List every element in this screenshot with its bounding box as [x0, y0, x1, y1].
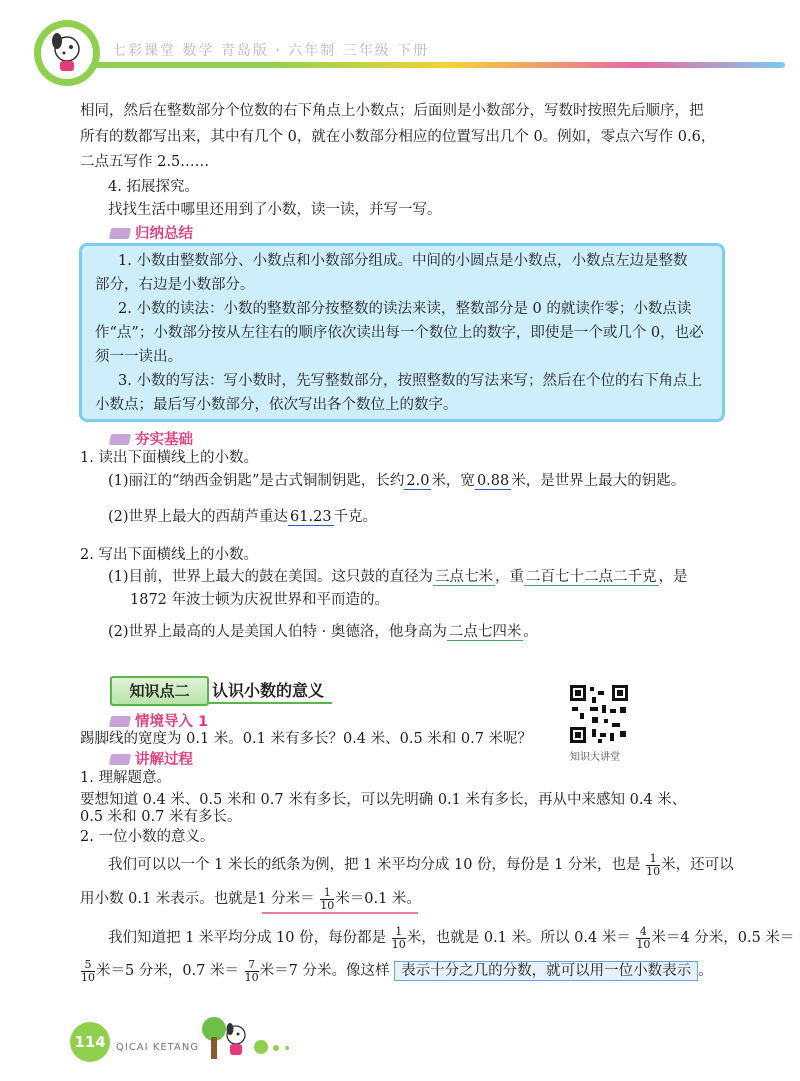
page-number: 114	[70, 1022, 110, 1062]
question-item: (1)丽江的“纳西金钥匙”是古式铜制钥匙，长约 2.0 米，宽 0.88 米，是世界上最大的钥匙。	[108, 473, 686, 489]
pencil-icon	[109, 434, 131, 445]
pencil-icon	[109, 716, 131, 727]
question-item: (2)世界上最大的西葫芦重达 61.23 千克。	[108, 509, 378, 525]
list-item: 2. 一位小数的意义。	[80, 829, 215, 845]
qr-caption: 知识大讲堂	[570, 752, 620, 763]
paragraph-line: 要想知道 0.4 米、0.5 米和 0.7 米有多长，可以先明确 0.1 米有多长，再从中来感知 0.4 米、	[80, 792, 687, 808]
summary-line: 小数点；最后写小数部分，依次写出各个数位上的数字。	[95, 397, 458, 413]
paragraph-line: 用小数 0.1 米表示。也就是1 分米＝ $\frac{1}{10}$ 米＝0.1 米。	[80, 885, 421, 912]
fraction: $\frac{1}{10}$	[646, 851, 661, 878]
intro-heading: 情境导入 1	[110, 710, 208, 731]
summary-heading: 归纳总结	[110, 222, 193, 243]
paragraph-line: $\frac{5}{10}$ 米＝5 分米，0.7 米＝ $\frac{7}{10}$ 米＝7 分米。像这样 表示十分之几的分数，就可以用一位小数表示 。	[81, 957, 713, 984]
decor-dot	[254, 1040, 268, 1054]
summary-line: 作“点”；小数部分按从左往右的顺序依次读出每一个数位上的数字，即使是一个或几个 0，也必	[95, 325, 704, 341]
fraction: $\frac{4}{10}$	[636, 924, 651, 951]
process-heading: 讲解过程	[110, 748, 193, 769]
paragraph-line: 相同，然后在整数部分个位数的右下角点上小数点；后面则是小数部分，写数时按照先后顺序，把	[80, 103, 704, 119]
header-color-bar	[40, 62, 785, 68]
pencil-icon	[109, 228, 131, 239]
paragraph-line: 我们知道把 1 米平均分成 10 份，每份都是 $\frac{1}{10}$ 米，也就是 0.1 米。所以 0.4 米＝ $\frac{4}{10}$ 米＝4 分米，0.5 米＝	[108, 924, 795, 951]
knowledge-point-label: 知识点二	[110, 676, 209, 706]
list-item: 4. 拓展探究。	[108, 179, 199, 195]
tree-mascot-icon	[200, 1015, 252, 1067]
paragraph-line: 0.5 米和 0.7 米有多长。	[80, 809, 242, 825]
summary-line: 3. 小数的写法：写小数时，先写整数部分，按照整数的写法来写；然后在个位的右下角点上	[118, 373, 702, 389]
summary-line: 2. 小数的读法：小数的整数部分按整数的读法来读，整数部分是 0 的就读作零；小数点读	[118, 301, 692, 317]
decor-dot	[285, 1046, 289, 1050]
key-concept-box: 表示十分之几的分数，就可以用一位小数表示	[394, 961, 698, 981]
list-item: 1. 理解题意。	[80, 770, 171, 786]
paragraph-line: 所有的数都写出来，其中有几个 0，就在小数部分相应的位置写出几个 0。例如，零点六写作 0.6，	[80, 129, 716, 145]
paragraph-line: 踢脚线的宽度为 0.1 米。0.1 米有多长？0.4 米、0.5 米和 0.7 米呢？	[80, 731, 533, 747]
header-title: 七彩课堂 数学 青岛版 · 六年制 三年级 下册	[112, 43, 430, 59]
title-underline	[208, 702, 332, 704]
paragraph-line: 找找生活中哪里还用到了小数，读一读，并写一写。	[108, 202, 442, 218]
question-item: (1)目前，世界上最大的鼓在美国。这只鼓的直径为 三点七米 ，重 二百七十二点二千克 ，是	[108, 569, 688, 585]
question-item: (2)世界上最高的人是美国人伯特 · 奥德洛，他身高为 二点七四米 。	[108, 624, 538, 640]
fraction: $\frac{7}{10}$	[244, 957, 259, 984]
paragraph-line: 我们可以以一个 1 米长的纸条为例，把 1 米平均分成 10 份，每份是 1 分米，也是 $\frac{1}{10}$ 米，还可以	[108, 851, 734, 878]
footer-brand: QICAI KETANG	[116, 1042, 200, 1053]
question: 1. 读出下面横线上的小数。	[80, 450, 258, 466]
knowledge-point-title: 认识小数的意义	[212, 681, 325, 700]
paragraph-line: 二点五写作 2.5……	[80, 154, 210, 170]
question: 2. 写出下面横线上的小数。	[80, 547, 258, 563]
summary-line: 1. 小数由整数部分、小数点和小数部分组成。中间的小圆点是小数点，小数点左边是整数	[118, 253, 688, 269]
fraction: $\frac{5}{10}$	[81, 957, 95, 984]
mascot-icon	[41, 27, 93, 79]
question-item: 1872 年波士顿为庆祝世界和平而造的。	[130, 592, 390, 608]
fraction: $\frac{1}{10}$	[391, 924, 406, 951]
practice-heading: 夯实基础	[110, 428, 193, 449]
decor-dot	[273, 1045, 279, 1051]
pencil-icon	[109, 754, 131, 765]
summary-line: 部分，右边是小数部分。	[95, 277, 255, 293]
highlight-rule	[262, 912, 418, 914]
summary-line: 须一一读出。	[95, 349, 182, 365]
fraction: $\frac{1}{10}$	[320, 885, 335, 912]
